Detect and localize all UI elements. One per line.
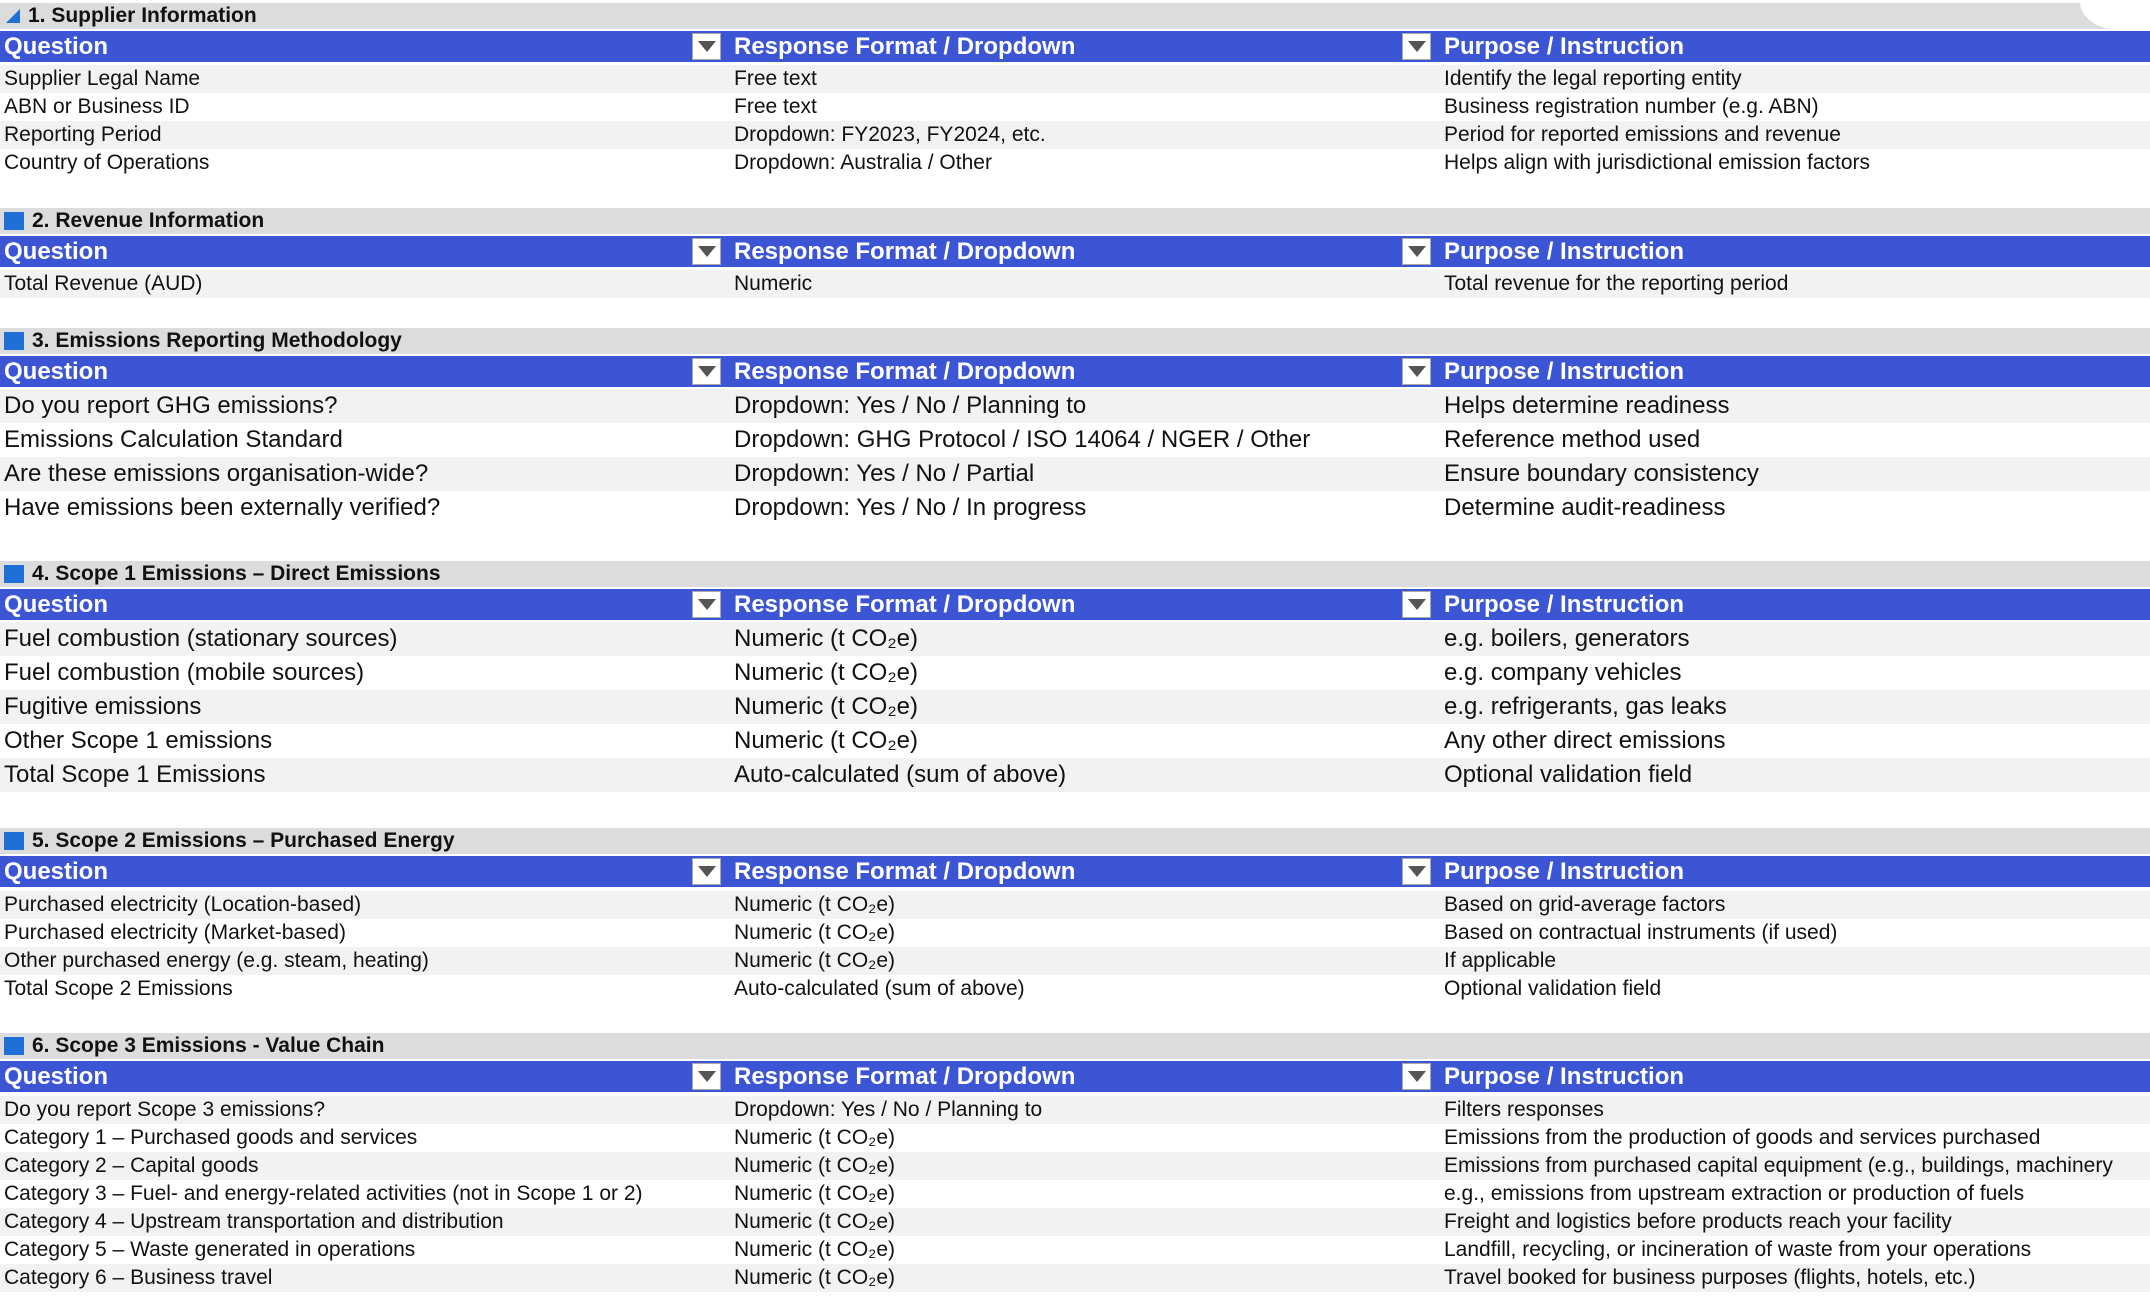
chevron-down-icon (698, 41, 716, 52)
section-title-5[interactable] (0, 828, 2150, 854)
cell-response[interactable]: Dropdown: Yes / No / Planning to (734, 392, 1087, 419)
cell-response[interactable]: Numeric (t CO₂e) (734, 1182, 895, 1205)
filter-dropdown-button[interactable] (692, 238, 721, 265)
cell-response[interactable]: Numeric (t CO₂e) (734, 693, 918, 720)
chevron-down-icon (1408, 1071, 1426, 1082)
table-header-2 (0, 236, 2150, 267)
cell-response[interactable]: Auto-calculated (sum of above) (734, 977, 1025, 1000)
cell-question[interactable]: Purchased electricity (Location-based) (4, 893, 362, 916)
cell-question[interactable]: Total Scope 2 Emissions (4, 977, 233, 1000)
table-row[interactable] (0, 919, 2150, 947)
table-header-3 (0, 356, 2150, 387)
cell-purpose[interactable]: Total revenue for the reporting period (1444, 272, 1789, 295)
table-row[interactable] (0, 1096, 2150, 1124)
cell-purpose[interactable]: Reference method used (1444, 426, 1701, 453)
cell-purpose[interactable]: Helps align with jurisdictional emission factors (1444, 151, 1871, 174)
cell-question[interactable]: Emissions Calculation Standard (4, 426, 343, 453)
table-row[interactable] (0, 975, 2150, 1003)
filter-dropdown-button[interactable] (1402, 591, 1431, 618)
cell-question[interactable]: Total Scope 1 Emissions (4, 761, 266, 788)
cell-purpose[interactable]: If applicable (1444, 949, 1557, 972)
chevron-down-icon (1408, 246, 1426, 257)
chevron-down-icon (1408, 866, 1426, 877)
table-header-6 (0, 1061, 2150, 1092)
table-row[interactable] (0, 65, 2150, 93)
cell-purpose[interactable]: e.g. company vehicles (1444, 659, 1682, 686)
cell-question[interactable]: Other purchased energy (e.g. steam, heating) (4, 949, 429, 972)
cell-response[interactable]: Dropdown: Australia / Other (734, 151, 992, 174)
filter-dropdown-button[interactable] (692, 1063, 721, 1090)
cell-question[interactable]: Other Scope 1 emissions (4, 727, 273, 754)
chevron-down-icon (698, 246, 716, 257)
table-row[interactable] (0, 891, 2150, 919)
table-row[interactable] (0, 149, 2150, 177)
cell-purpose[interactable]: Business registration number (e.g. ABN) (1444, 95, 1819, 118)
cell-purpose[interactable]: Optional validation field (1444, 977, 1662, 1000)
cell-question[interactable]: Supplier Legal Name (4, 67, 201, 90)
cell-purpose[interactable]: Travel booked for business purposes (flights, hotels, etc.) (1444, 1266, 1976, 1289)
cell-purpose[interactable]: e.g. boilers, generators (1444, 625, 1690, 652)
cell-response[interactable]: Free text (734, 67, 817, 90)
cell-purpose[interactable]: Identify the legal reporting entity (1444, 67, 1742, 90)
chevron-down-icon (698, 599, 716, 610)
header-question: Question (4, 590, 109, 618)
cell-purpose[interactable]: Emissions from purchased capital equipment (e.g., buildings, machinery (1444, 1154, 2113, 1177)
section-title-4[interactable] (0, 561, 2150, 587)
cell-response[interactable]: Dropdown: GHG Protocol / ISO 14064 / NGER / Other (734, 426, 1311, 453)
cell-question[interactable]: Fuel combustion (mobile sources) (4, 659, 365, 686)
table-header-4 (0, 589, 2150, 620)
chevron-down-icon (1408, 366, 1426, 377)
header-purpose: Purpose / Instruction (1444, 1062, 1685, 1090)
filter-dropdown-button[interactable] (692, 358, 721, 385)
filter-dropdown-button[interactable] (692, 591, 721, 618)
table-row[interactable] (0, 947, 2150, 975)
cell-question[interactable]: ABN or Business ID (4, 95, 190, 118)
cell-question[interactable]: Do you report Scope 3 emissions? (4, 1098, 325, 1121)
header-response: Response Format / Dropdown (734, 1062, 1076, 1090)
header-purpose: Purpose / Instruction (1444, 857, 1685, 885)
cell-response[interactable]: Dropdown: Yes / No / Partial (734, 460, 1035, 487)
header-response: Response Format / Dropdown (734, 357, 1076, 385)
header-response: Response Format / Dropdown (734, 857, 1076, 885)
cell-question[interactable]: Category 2 – Capital goods (4, 1154, 259, 1177)
table-row[interactable] (0, 491, 2150, 525)
cell-question[interactable]: Category 6 – Business travel (4, 1266, 273, 1289)
cell-question[interactable]: Have emissions been externally verified? (4, 494, 441, 521)
filter-dropdown-button[interactable] (692, 33, 721, 60)
section-title-1[interactable] (0, 3, 2150, 29)
filter-dropdown-button[interactable] (1402, 858, 1431, 885)
cell-response[interactable]: Numeric (t CO₂e) (734, 659, 918, 686)
table-row[interactable] (0, 1180, 2150, 1208)
cell-purpose[interactable]: Based on grid-average factors (1444, 893, 1726, 916)
table-row[interactable] (0, 1152, 2150, 1180)
cell-purpose[interactable]: Based on contractual instruments (if used) (1444, 921, 1838, 944)
cell-response[interactable]: Numeric (t CO₂e) (734, 1238, 895, 1261)
cell-purpose[interactable]: Landfill, recycling, or incineration of waste from your operations (1444, 1238, 2032, 1261)
cell-response[interactable]: Numeric (t CO₂e) (734, 921, 895, 944)
cell-purpose[interactable]: Helps determine readiness (1444, 392, 1730, 419)
cell-response[interactable]: Numeric (t CO₂e) (734, 727, 918, 754)
section-marker-icon (4, 1037, 24, 1055)
cell-response[interactable]: Numeric (t CO₂e) (734, 949, 895, 972)
cell-question[interactable]: Fugitive emissions (4, 693, 202, 720)
table-row[interactable] (0, 1124, 2150, 1152)
cell-response[interactable]: Numeric (t CO₂e) (734, 893, 895, 916)
table-row[interactable] (0, 1264, 2150, 1292)
header-question: Question (4, 32, 109, 60)
table-row[interactable] (0, 423, 2150, 457)
cell-response[interactable]: Dropdown: FY2023, FY2024, etc. (734, 123, 1046, 146)
collapse-triangle-icon[interactable] (6, 9, 20, 23)
table-row[interactable] (0, 93, 2150, 121)
cell-question[interactable]: Are these emissions organisation-wide? (4, 460, 429, 487)
cell-purpose[interactable]: Ensure boundary consistency (1444, 460, 1759, 487)
header-purpose: Purpose / Instruction (1444, 590, 1685, 618)
cell-purpose[interactable]: Any other direct emissions (1444, 727, 1726, 754)
cell-question[interactable]: Country of Operations (4, 151, 210, 174)
cell-question[interactable]: Category 5 – Waste generated in operations (4, 1238, 416, 1261)
cell-purpose[interactable]: Period for reported emissions and revenue (1444, 123, 1841, 146)
cell-response[interactable]: Numeric (t CO₂e) (734, 1126, 895, 1149)
table-header-5 (0, 856, 2150, 887)
cell-response[interactable]: Dropdown: Yes / No / In progress (734, 494, 1087, 521)
table-row[interactable] (0, 1208, 2150, 1236)
cell-response[interactable]: Numeric (t CO₂e) (734, 1210, 895, 1233)
header-purpose: Purpose / Instruction (1444, 357, 1685, 385)
header-response: Response Format / Dropdown (734, 32, 1076, 60)
cell-response[interactable]: Numeric (t CO₂e) (734, 625, 918, 652)
cell-response[interactable]: Numeric (734, 272, 813, 295)
cell-purpose[interactable]: Freight and logistics before products reach your facility (1444, 1210, 1952, 1233)
header-question: Question (4, 857, 109, 885)
header-question: Question (4, 1062, 109, 1090)
header-purpose: Purpose / Instruction (1444, 32, 1685, 60)
chevron-down-icon (698, 366, 716, 377)
section-marker-icon (4, 332, 24, 350)
table-row[interactable] (0, 121, 2150, 149)
table-row[interactable] (0, 457, 2150, 491)
table-row[interactable] (0, 270, 2150, 298)
cell-purpose[interactable]: Emissions from the production of goods and services purchased (1444, 1126, 2041, 1149)
section-title-text: 1. Supplier Information (28, 4, 257, 27)
cell-response[interactable]: Auto-calculated (sum of above) (734, 761, 1067, 788)
cell-purpose[interactable]: Filters responses (1444, 1098, 1604, 1121)
cell-response[interactable]: Free text (734, 95, 817, 118)
filter-dropdown-button[interactable] (1402, 238, 1431, 265)
header-purpose: Purpose / Instruction (1444, 237, 1685, 265)
section-marker-icon (4, 565, 24, 583)
cell-question[interactable]: Reporting Period (4, 123, 162, 146)
cell-purpose[interactable]: Determine audit-readiness (1444, 494, 1726, 521)
table-row[interactable] (0, 758, 2150, 792)
table-header-1 (0, 31, 2150, 62)
filter-dropdown-button[interactable] (1402, 1063, 1431, 1090)
cell-purpose[interactable]: e.g., emissions from upstream extraction or production of fuels (1444, 1182, 2025, 1205)
table-row[interactable] (0, 1236, 2150, 1264)
section-marker-icon (4, 832, 24, 850)
section-title-text: 4. Scope 1 Emissions – Direct Emissions (32, 562, 441, 585)
cell-purpose[interactable]: e.g. refrigerants, gas leaks (1444, 693, 1727, 720)
chevron-down-icon (1408, 41, 1426, 52)
header-response: Response Format / Dropdown (734, 590, 1076, 618)
table-row[interactable] (0, 690, 2150, 724)
cell-question[interactable]: Category 1 – Purchased goods and services (4, 1126, 418, 1149)
filter-dropdown-button[interactable] (692, 858, 721, 885)
table-row[interactable] (0, 622, 2150, 656)
cell-purpose[interactable]: Optional validation field (1444, 761, 1693, 788)
filter-dropdown-button[interactable] (1402, 358, 1431, 385)
cell-question[interactable]: Category 4 – Upstream transportation and distribution (4, 1210, 504, 1233)
section-title-text: 5. Scope 2 Emissions – Purchased Energy (32, 829, 455, 852)
filter-dropdown-button[interactable] (1402, 33, 1431, 60)
header-question: Question (4, 357, 109, 385)
cell-response[interactable]: Numeric (t CO₂e) (734, 1266, 895, 1289)
section-title-text: 2. Revenue Information (32, 209, 265, 232)
section-title-text: 3. Emissions Reporting Methodology (32, 329, 402, 352)
section-title-6[interactable] (0, 1033, 2150, 1059)
cell-question[interactable]: Purchased electricity (Market-based) (4, 921, 346, 944)
section-marker-icon (4, 212, 24, 230)
cell-question[interactable]: Do you report GHG emissions? (4, 392, 338, 419)
cell-question[interactable]: Fuel combustion (stationary sources) (4, 625, 398, 652)
table-row[interactable] (0, 656, 2150, 690)
section-title-2[interactable] (0, 208, 2150, 234)
cell-question[interactable]: Total Revenue (AUD) (4, 272, 203, 295)
chevron-down-icon (698, 1071, 716, 1082)
table-row[interactable] (0, 389, 2150, 423)
cell-response[interactable]: Dropdown: Yes / No / Planning to (734, 1098, 1043, 1121)
cell-question[interactable]: Category 3 – Fuel- and energy-related activities (not in Scope 1 or 2) (4, 1182, 643, 1205)
table-row[interactable] (0, 724, 2150, 758)
chevron-down-icon (698, 866, 716, 877)
section-title-3[interactable] (0, 328, 2150, 354)
chevron-down-icon (1408, 599, 1426, 610)
header-response: Response Format / Dropdown (734, 237, 1076, 265)
header-question: Question (4, 237, 109, 265)
cell-response[interactable]: Numeric (t CO₂e) (734, 1154, 895, 1177)
section-title-text: 6. Scope 3 Emissions - Value Chain (32, 1034, 385, 1057)
